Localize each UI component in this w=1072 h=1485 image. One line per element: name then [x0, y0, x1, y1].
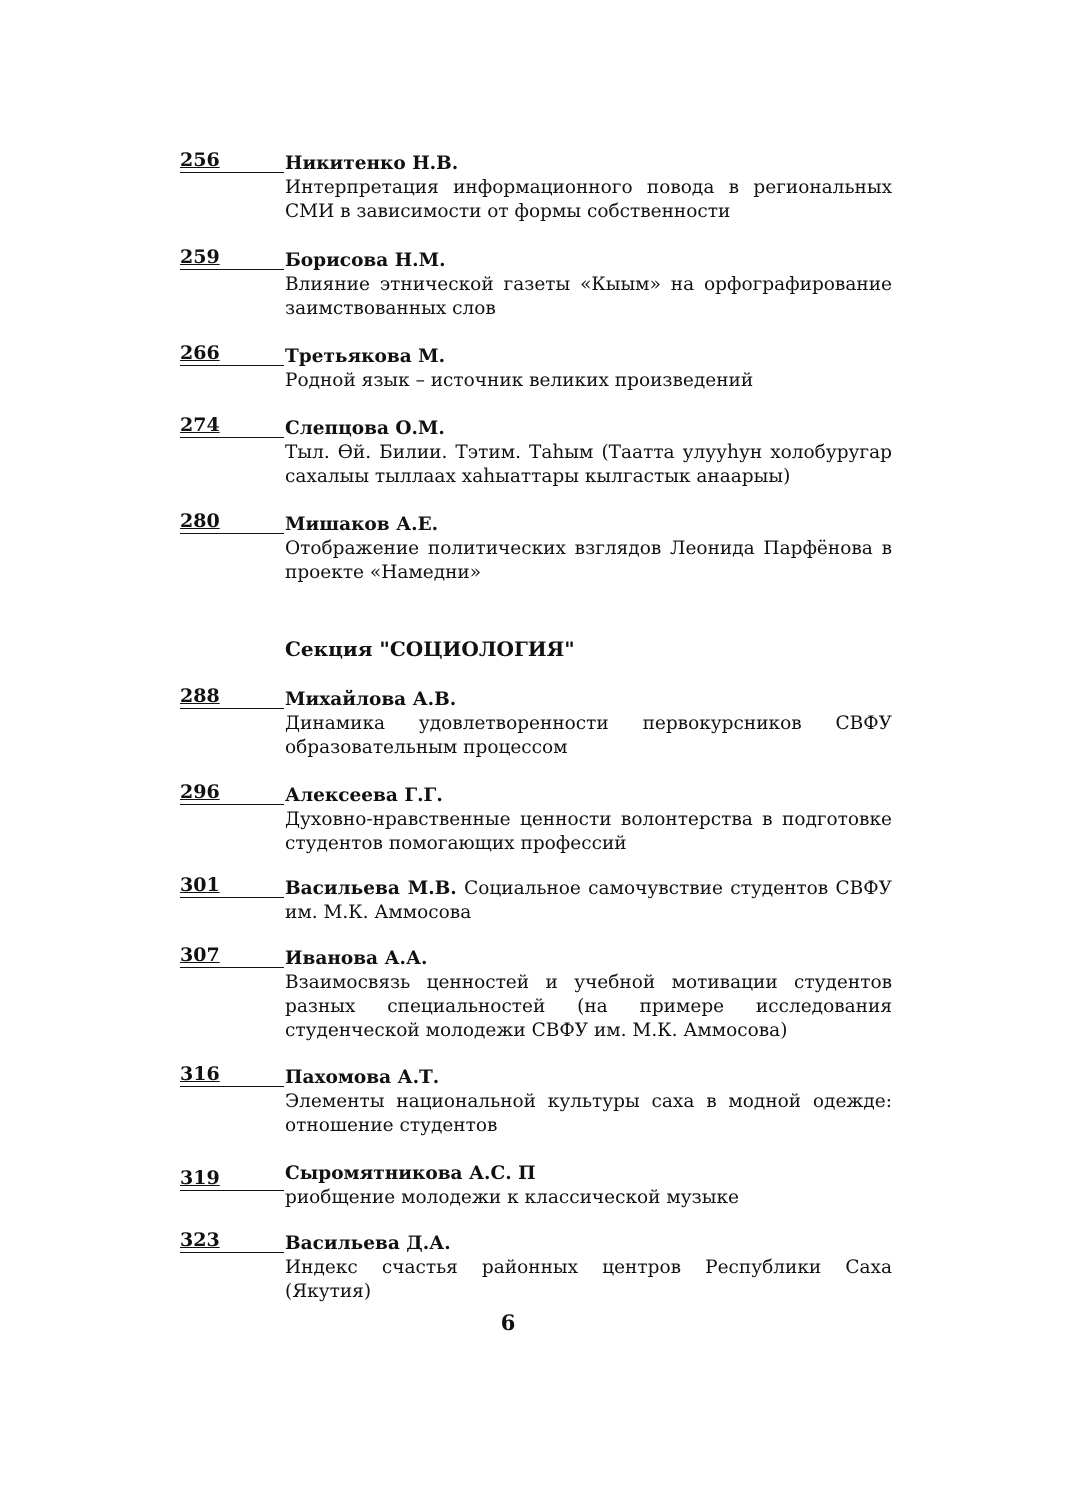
toc-title: Социальное самочувствие студентов СВФУ им. М.К. Аммосова	[285, 878, 892, 923]
toc-entry	[180, 1063, 892, 1138]
toc-page-number: 319	[180, 1166, 284, 1191]
toc-entry	[180, 149, 892, 224]
toc-entry	[180, 874, 892, 925]
toc-title: Взаимосвязь ценностей и учебной мотивации студентов разных специальностей (на примере исследования студенческой молодежи СВФУ им. М.К. Аммосова)	[285, 972, 892, 1041]
toc-title: Родной язык – источник великих произведений	[285, 370, 754, 391]
toc-author: Третьякова М.	[285, 346, 446, 367]
section-heading: Секция "СОЦИОЛОГИЯ"	[285, 637, 575, 661]
toc-entry	[180, 414, 892, 489]
toc-author: Иванова А.А.	[285, 948, 428, 969]
toc-author: Мишаков А.Е.	[285, 514, 439, 535]
toc-author: Васильева М.В.	[285, 878, 457, 899]
toc-author: Васильева Д.А.	[285, 1233, 451, 1254]
toc-entry	[180, 685, 892, 760]
toc-author: Борисова Н.М.	[285, 250, 446, 271]
toc-page-number: 288	[180, 684, 284, 709]
toc-title: Интерпретация информационного повода в региональных СМИ в зависимости от формы собственности	[285, 177, 892, 222]
toc-page-number: 301	[180, 873, 284, 898]
toc-page-number: 259	[180, 245, 284, 270]
toc-page-number: 296	[180, 780, 284, 805]
toc-page-number: 280	[180, 509, 284, 534]
toc-page-number: 316	[180, 1062, 284, 1087]
toc-entry	[180, 781, 892, 856]
toc-title: Динамика удовлетворенности первокурсников СВФУ образовательным процессом	[285, 713, 892, 758]
toc-author: Михайлова А.В.	[285, 689, 457, 710]
toc-entry	[180, 1162, 892, 1210]
toc-page-number: 256	[180, 148, 284, 173]
toc-entry	[180, 510, 892, 585]
toc-title: Влияние этнической газеты «Кыым» на орфографирование заимствованных слов	[285, 274, 892, 319]
toc-author: Алексеева Г.Г.	[285, 785, 443, 806]
toc-author: Слепцова О.М.	[285, 418, 445, 439]
toc-entry	[180, 1229, 892, 1304]
toc-title: риобщение молодежи к классической музыке	[285, 1187, 739, 1208]
toc-author: Сыромятникова А.С. П	[285, 1163, 536, 1184]
toc-title: Индекс счастья районных центров Республики Саха (Якутия)	[285, 1257, 892, 1302]
toc-title: Элементы национальной культуры саха в модной одежде: отношение студентов	[285, 1091, 892, 1136]
toc-page-number: 266	[180, 341, 284, 366]
toc-entry	[180, 342, 892, 393]
toc-author: Никитенко Н.В.	[285, 153, 459, 174]
toc-title: Отображение политических взглядов Леонида Парфёнова в проекте «Намедни»	[285, 538, 892, 583]
toc-entry	[180, 246, 892, 321]
toc-title: Тыл. Өй. Билии. Тэтим. Таһым (Таатта улууһун холобуругар сахалыы тыллаах хаһыаттары кылгастык анаарыы)	[285, 442, 892, 487]
toc-author: Пахомова А.Т.	[285, 1067, 440, 1088]
toc-entry	[180, 944, 892, 1043]
page-number: 6	[500, 1310, 516, 1335]
toc-page-number: 274	[180, 413, 284, 438]
toc-page-number: 307	[180, 943, 284, 968]
toc-title: Духовно-нравственные ценности волонтерства в подготовке студентов помогающих профессий	[285, 809, 892, 854]
toc-page-number: 323	[180, 1228, 284, 1253]
